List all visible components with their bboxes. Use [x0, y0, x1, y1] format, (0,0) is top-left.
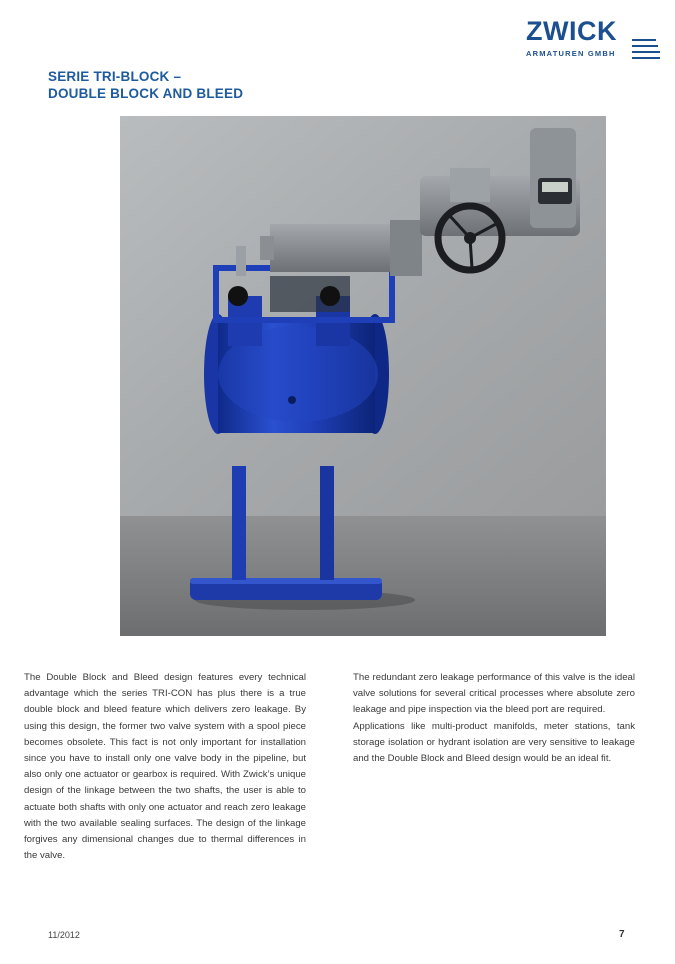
body-column-left	[24, 670, 306, 864]
body-column-right	[353, 670, 635, 767]
page-title	[48, 68, 243, 102]
logo-wordmark: ZWICK	[526, 16, 617, 46]
zwick-logo	[520, 16, 660, 62]
valve-photo-illustration	[120, 116, 606, 636]
logo-subtitle: ARMATUREN GMBH	[526, 49, 616, 58]
body-paragraph: The Double Block and Bleed design features every technical advantage which the series TRI-CON has plus there is a true double block and bleed feature which delivers zero leakage. By using this design, the former two valve system with a spool piece becomes obsolete. This fact is not only important for installation since you have to install only one valve body in the pipeline, but also only one actuator or gearbox is required. With Zwick’s unique design of the linkage between the two shafts, the user is able to actuate both shafts with only one actuator and reach zero leakage with the two available sealing surfaces. The design of the linkage forgives any dimensional changes due to thermal differences in the valve.	[24, 672, 306, 862]
title-line-1: SERIE TRI-BLOCK –	[48, 69, 182, 84]
body-paragraph: Applications like multi-product manifolds, meter stations, tank storage isolation or hydrant isolation are very sensitive to leakage and the Double Block and Bleed design would be an ideal fit.	[353, 720, 635, 765]
title-line-2: DOUBLE BLOCK AND BLEED	[48, 86, 244, 101]
logo-lines-icon	[632, 34, 660, 64]
valve-photo	[120, 116, 606, 636]
body-paragraph: The redundant zero leakage performance of this valve is the ideal valve solutions for several critical processes where absolute zero leakage and pipe inspection via the bleed port are required.	[353, 672, 635, 716]
page-number: 7	[619, 929, 625, 940]
footer-date: 11/2012	[48, 930, 80, 940]
